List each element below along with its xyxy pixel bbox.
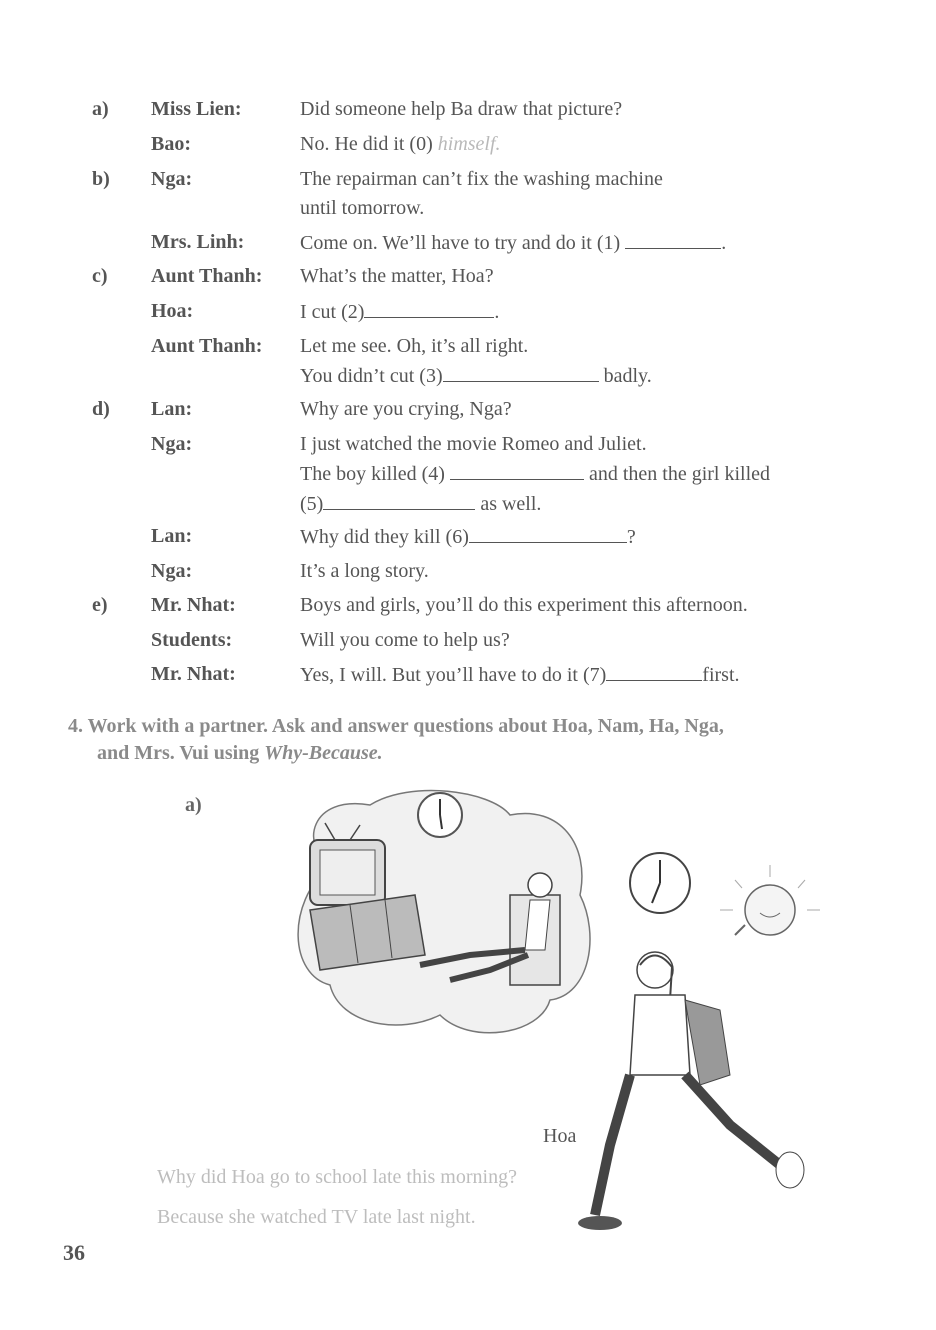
answer-blank-7[interactable] (606, 660, 702, 681)
line-text: and then the girl killed (583, 463, 771, 485)
line-text: I just watched the movie Romeo and Juliet. (300, 433, 647, 455)
sun-icon (720, 865, 820, 935)
answer-blank-6[interactable] (469, 522, 627, 543)
line-text: badly. (598, 365, 652, 387)
dialogue-line (300, 165, 860, 223)
line-text: . (494, 301, 500, 323)
dialogue-line (300, 332, 860, 391)
dialogue-line: Will you come to help us? (300, 629, 510, 651)
task-line-1: 4. Work with a partner. Ask and answer questions about Hoa, Nam, Ha, Nga, (68, 715, 724, 737)
example-answer: himself. (437, 133, 501, 155)
line-text: Come on. We’ll have to try and do it (1) (300, 232, 626, 254)
dialogue-line (300, 430, 880, 519)
picture-label: a) (185, 794, 202, 816)
speaker-name: Lan: (151, 525, 193, 547)
answer-blank-2[interactable] (364, 297, 494, 318)
item-letter: b) (92, 168, 110, 190)
speaker-name: Mr. Nhat: (151, 663, 236, 685)
speaker-name: Bao: (151, 133, 191, 155)
speaker-name: Nga: (151, 560, 193, 582)
answer-blank-4[interactable] (450, 459, 584, 480)
dialogue-line (300, 228, 860, 258)
example-question: Why did Hoa go to school late this morning? (157, 1166, 517, 1188)
wall-clock-icon (630, 853, 690, 913)
speaker-name: Aunt Thanh: (151, 335, 263, 357)
line-text: Why did they kill (6) (300, 526, 469, 548)
line-text: Yes, I will. But you’ll have to do it (7) (300, 664, 607, 686)
item-letter: c) (92, 265, 108, 287)
speaker-name: Aunt Thanh: (151, 265, 263, 287)
line-text: ? (626, 526, 636, 548)
speaker-name: Miss Lien: (151, 98, 242, 120)
answer-blank-3[interactable] (443, 361, 599, 382)
item-letter: d) (92, 398, 110, 420)
task-line-2-text: and Mrs. Vui using (97, 742, 265, 764)
line-text: first. (702, 664, 740, 686)
speaker-name: Mrs. Linh: (151, 231, 245, 253)
answer-blank-5[interactable] (323, 489, 475, 510)
dialogue-line (300, 130, 860, 159)
example-answer: Because she watched TV late last night. (157, 1206, 476, 1228)
bubble-clock-icon (418, 793, 462, 837)
dialogue-line: Boys and girls, you’ll do this experiment this afternoon. (300, 594, 748, 616)
line-text: You didn’t cut (3) (300, 365, 443, 387)
speaker-name: Nga: (151, 433, 193, 455)
why-because-phrase: Why-Because. (264, 742, 383, 764)
task-4-instructions (68, 713, 868, 767)
dialogue-line (300, 660, 880, 690)
speaker-name: Hoa: (151, 300, 194, 322)
task-line-2 (68, 740, 868, 767)
dialogue-line: What’s the matter, Hoa? (300, 265, 494, 287)
dialogue-line: Did someone help Ba draw that picture? (300, 98, 623, 120)
speaker-name: Mr. Nhat: (151, 594, 236, 616)
speaker-name: Students: (151, 629, 233, 651)
dialogue-line (300, 297, 860, 327)
character-caption: Hoa (543, 1125, 577, 1147)
line-text: I cut (2) (300, 301, 365, 323)
item-letter: e) (92, 594, 108, 616)
answer-blank-1[interactable] (625, 228, 721, 249)
page-number: 36 (63, 1240, 85, 1265)
dialogue-line: It’s a long story. (300, 560, 429, 582)
line-text: until tomorrow. (300, 197, 425, 219)
speaker-name: Nga: (151, 168, 193, 190)
dialogue-line (300, 522, 860, 552)
speaker-name: Lan: (151, 398, 193, 420)
item-letter: a) (92, 98, 109, 120)
line-text: . (721, 232, 727, 254)
line-text: No. He did it (0) (300, 133, 438, 155)
line-text: Let me see. Oh, it’s all right. (300, 335, 529, 357)
line-text: (5) (300, 493, 324, 515)
line-text: as well. (475, 493, 542, 515)
hoa-running (578, 952, 804, 1230)
line-text: The repairman can’t fix the washing machine (300, 168, 663, 190)
line-text: The boy killed (4) (300, 463, 450, 485)
dialogue-line: Why are you crying, Nga? (300, 398, 512, 420)
